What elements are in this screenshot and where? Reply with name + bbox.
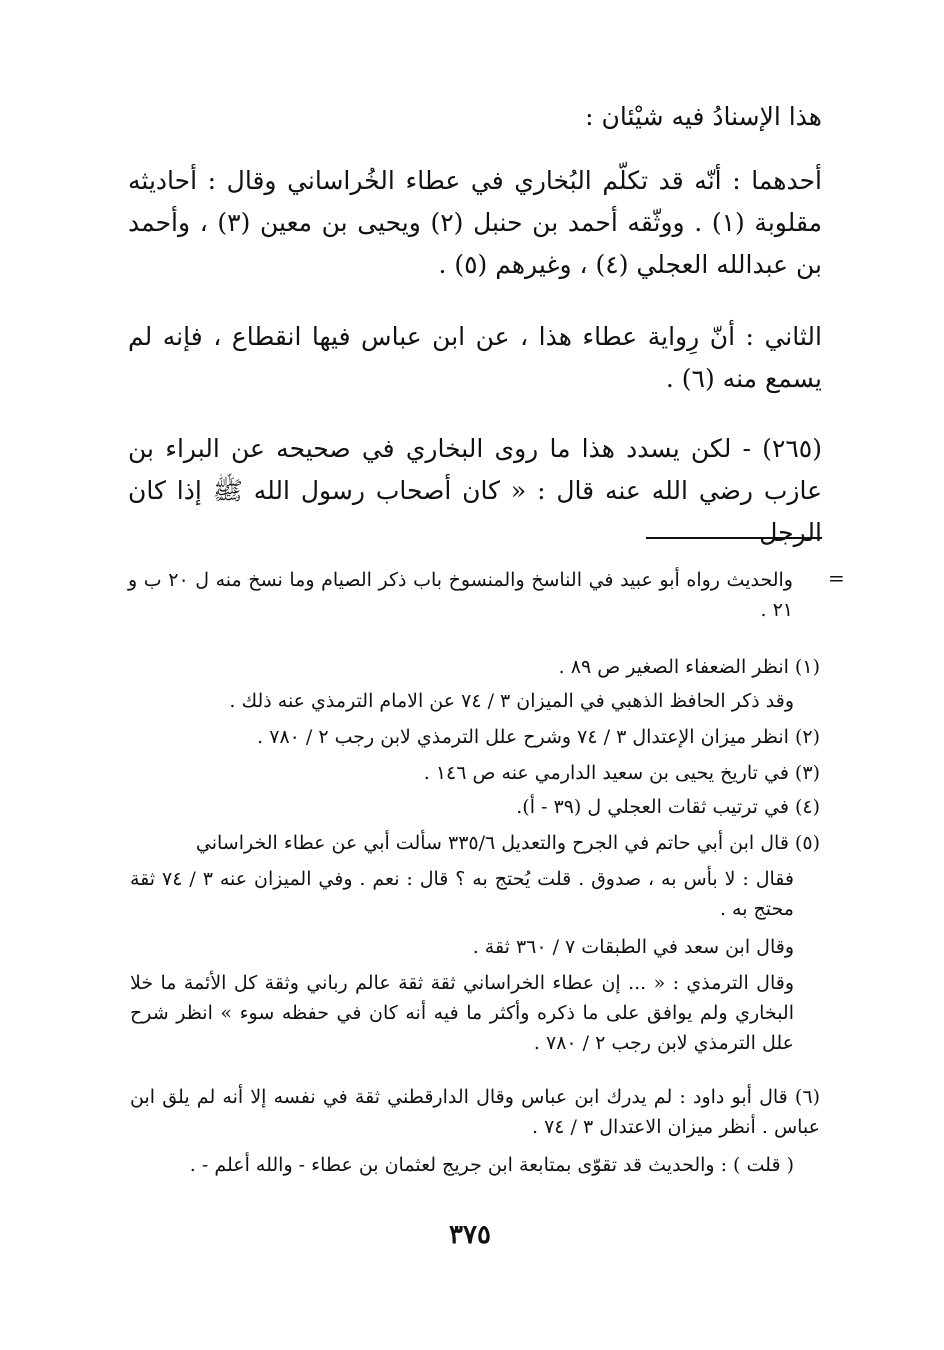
footnote-5-paragraph-2: فقال : لا بأس به ، صدوق . قلت يُحتج به ؟ قال : نعم . وفي الميزان عنه ٣ / ٧٤ ثقة محتج به . xyxy=(130,868,794,920)
footnote-1-continued: وقد ذكر الحافظ الذهبي في الميزان ٣ / ٧٤ عن الامام الترمذي عنه ذلك . xyxy=(229,690,794,712)
footnote-6: (٦) قال أبو داود : لم يدرك ابن عباس وقال الدارقطني ثقة في نفسه إلا أنه لم يلق ابن عباس . أنظر ميزان الاعتدال ٣ / ٧٤ . xyxy=(130,1086,820,1138)
footnote-1: (١) انظر الضعفاء الصغير ص ٨٩ . xyxy=(558,656,820,678)
paragraph-first-point: أحدهما : أنّه قد تكلّم البُخاري في عطاء الخُراساني وقال : أحاديثه مقلوبة (١) . ووثّقه أحمد بن حنبل (٢) ويحيى بن معين (٣) ، وأحمد بن عبدالله العجلي (٤) ، وغيرهم (٥) . xyxy=(128,166,823,279)
footnote-2: (٢) انظر ميزان الإعتدال ٣ / ٧٤ وشرح علل الترمذي لابن رجب ٢ / ٧٨٠ . xyxy=(257,726,820,748)
footnote-continuation: والحديث رواه أبو عبيد في الناسخ والمنسوخ باب ذكر الصيام وما نسخ منه ل ٢٠ ب و ٢١ . xyxy=(128,569,793,621)
paragraph-second-point: الثاني : أنّ رِواية عطاء هذا ، عن ابن عباس فيها انقطاع ، فإنه لم يسمع منه (٦) . xyxy=(128,322,822,393)
footnote-5: (٥) قال ابن أبي حاتم في الجرح والتعديل ٣٣٥/٦ سألت أبي عن عطاء الخراساني xyxy=(195,832,820,854)
paragraph-hadith-265: (٢٦٥) - لكن يسدد هذا ما روى البخاري في صحيحه عن البراء بن عازب رضي الله عنه قال : « كان أصحاب رسول الله ﷺ إذا كان الرجل xyxy=(128,434,822,547)
author-note: ( قلت ) : والحديث قد تقوّى بمتابعة ابن جريج لعثمان بن عطاء - والله أعلم - . xyxy=(189,1154,794,1176)
continuation-mark: = xyxy=(828,566,845,590)
section-heading: هذا الإسنادُ فيه شيْئان : xyxy=(585,102,822,131)
page-number: ٣٧٥ xyxy=(449,1220,491,1250)
footnote-4: (٤) في ترتيب ثقات العجلي ل (٣٩ - أ). xyxy=(516,796,820,818)
footnote-5-paragraph-4: وقال الترمذي : « ... إن عطاء الخراساني ثقة ثقة عالم رباني وثقة كل الأئمة ما خلا البخاري ولم يوافق على ما ذكره وأكثر ما فيه أنه كان في حفظه سوء » انظر شرح علل الترمذي لابن رجب ٢ / ٧٨٠ . xyxy=(130,972,794,1054)
footnote-5-paragraph-3: وقال ابن سعد في الطبقات ٧ / ٣٦٠ ثقة . xyxy=(472,936,794,958)
footnote-3: (٣) في تاريخ يحيى بن سعيد الدارمي عنه ص ١٤٦ . xyxy=(423,762,820,784)
footnote-separator xyxy=(646,537,822,539)
